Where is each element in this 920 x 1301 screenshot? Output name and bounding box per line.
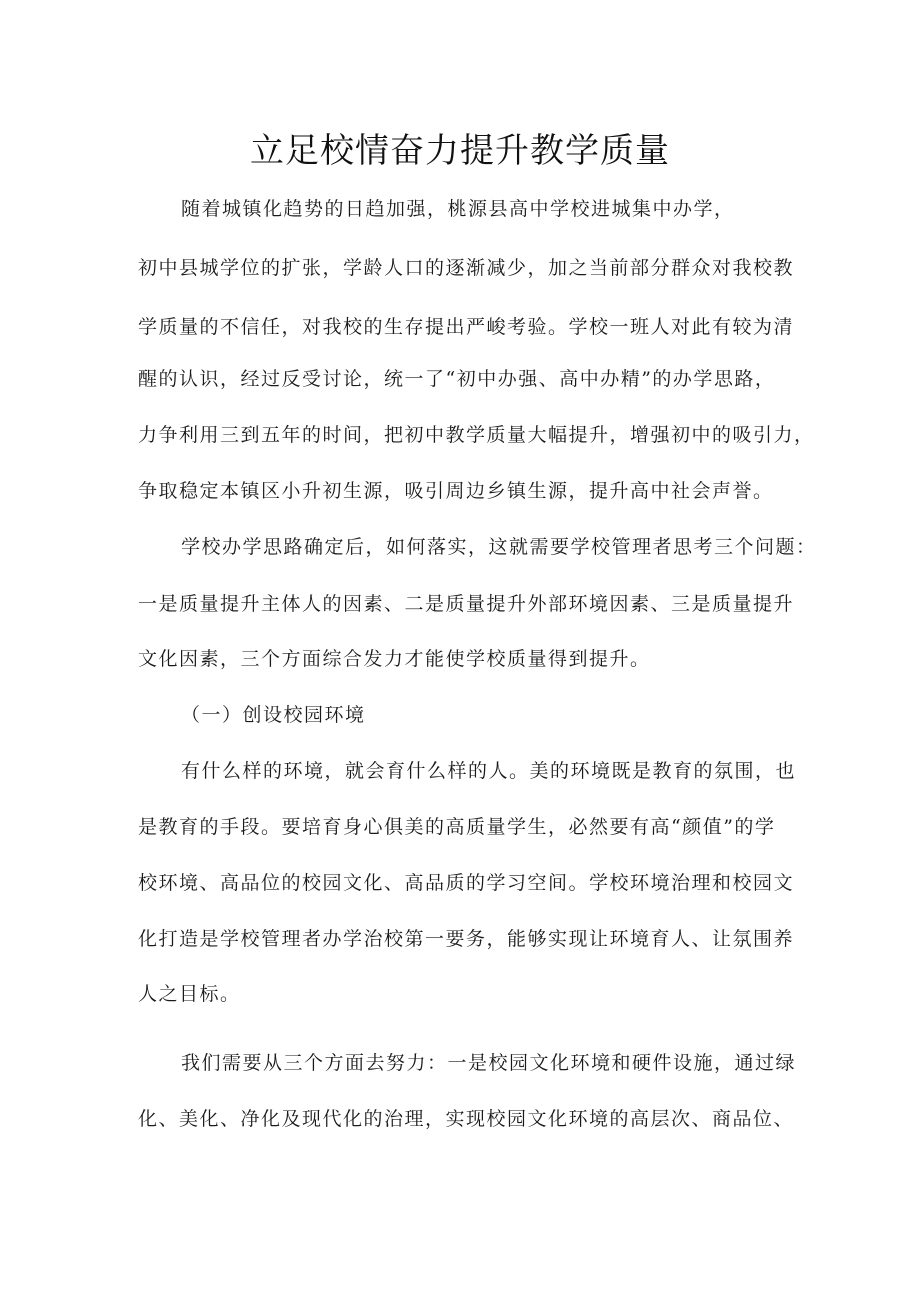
body-line: 初中县城学位的扩张，学龄人口的逐渐减少，加之当前部分群众对我校教 <box>138 257 795 279</box>
body-line: 是教育的手段。要培育身心俱美的高质量学生，必然要有高“颜值”的学 <box>138 816 776 838</box>
body-line: 学校办学思路确定后，如何落实，这就需要学校管理者思考三个问题： <box>181 536 817 558</box>
body-line: 文化因素，三个方面综合发力才能使学校质量得到提升。 <box>138 648 651 670</box>
body-line: 化、美化、净化及现代化的治理，实现校园文化环境的高层次、商品位、 <box>138 1108 795 1130</box>
document-title: 立足校情奋力提升教学质量 <box>250 131 670 171</box>
body-line: 有什么样的环境，就会育什么样的人。美的环境既是教育的氛围，也 <box>181 760 797 782</box>
body-line: 校环境、高品位的校园文化、高品质的学习空间。学校环境治理和校园文 <box>138 872 795 894</box>
body-line: 随着城镇化趋势的日趋加强，桃源县高中学校进城集中办学， <box>181 198 735 220</box>
body-line: 一是质量提升主体人的因素、二是质量提升外部环境因素、三是质量提升 <box>138 593 795 615</box>
body-line: 我们需要从三个方面去努力：一是校园文化环境和硬件设施，通过绿 <box>181 1052 797 1074</box>
section-heading: （一）创设校园环境 <box>181 704 366 726</box>
body-line: 人之目标。 <box>138 983 241 1005</box>
body-line: 醒的认识，经过反受讨论，统一了“初中办强、高中办精”的办学思路， <box>138 368 776 390</box>
body-line: 力争利用三到五年的时间，把初中教学质量大幅提升，增强初中的吸引力， <box>138 424 815 446</box>
body-line: 学质量的不信任，对我校的生存提出严峻考验。学校一班人对此有较为清 <box>138 316 795 338</box>
body-line: 争取稳定本镇区小升初生源，吸引周边乡镇生源，提升高中社会声誉。 <box>138 480 774 502</box>
body-line: 化打造是学校管理者办学治校第一要务，能够实现让环境育人、让氛围养 <box>138 928 795 950</box>
